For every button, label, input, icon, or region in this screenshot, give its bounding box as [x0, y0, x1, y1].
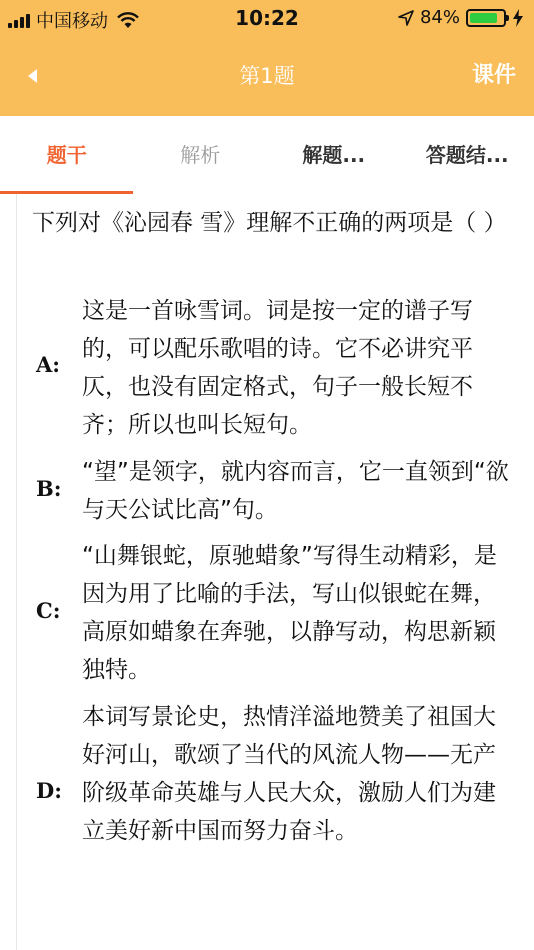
tab-bar [0, 116, 534, 194]
option-b-text[interactable]: “望”是领字，就内容而言，它一直领到“欲与天公试比高”句。 [82, 459, 509, 523]
battery-icon [466, 9, 506, 27]
charging-bolt-icon [512, 9, 524, 27]
tab-answer-result[interactable]: 答题结... [425, 143, 509, 167]
courseware-button[interactable]: 课件 [471, 63, 516, 88]
option-c-label[interactable]: C: [36, 598, 61, 623]
option-c-text[interactable]: “山舞银蛇，原驰蜡象”写得生动精彩，是因为用了比喻的手法，写山似银蛇在舞，高原如蜡象在奔驰，以静写动，构思新颖独特。 [82, 543, 497, 683]
battery-percent: 84% [419, 7, 460, 28]
status-bar [0, 0, 534, 36]
page-title: 第1题 [239, 64, 295, 88]
location-arrow-icon [398, 10, 414, 26]
option-a-text[interactable]: 这是一首咏雪词。词是按一定的谱子写的，可以配乐歌唱的诗。它不必讲究平仄，也没有固定格式，句子一般长短不齐；所以也叫长短句。 [82, 298, 473, 438]
option-a-label[interactable]: A: [36, 352, 61, 377]
option-d-label[interactable]: D: [36, 778, 62, 803]
top-bar [0, 0, 534, 116]
option-b-label[interactable]: B: [36, 476, 62, 501]
option-d-text[interactable]: 本词写景论史，热情洋溢地赞美了祖国大好河山，歌颂了当代的风流人物——无产阶级革命英雄与人民大众，激励人们为建立美好新中国而努力奋斗。 [82, 704, 496, 844]
status-time: 10:22 [235, 6, 299, 30]
carrier-name: 中国移动 [36, 11, 108, 32]
nav-bar [0, 36, 534, 116]
tab-analysis[interactable]: 解析 [180, 143, 221, 167]
tab-question-stem[interactable]: 题干 [0, 116, 134, 194]
battery-fill [470, 13, 497, 23]
tab-solution[interactable]: 解题... [302, 143, 366, 167]
question-stem: 下列对《沁园春 雪》理解不正确的两项是（ ） [32, 210, 507, 236]
